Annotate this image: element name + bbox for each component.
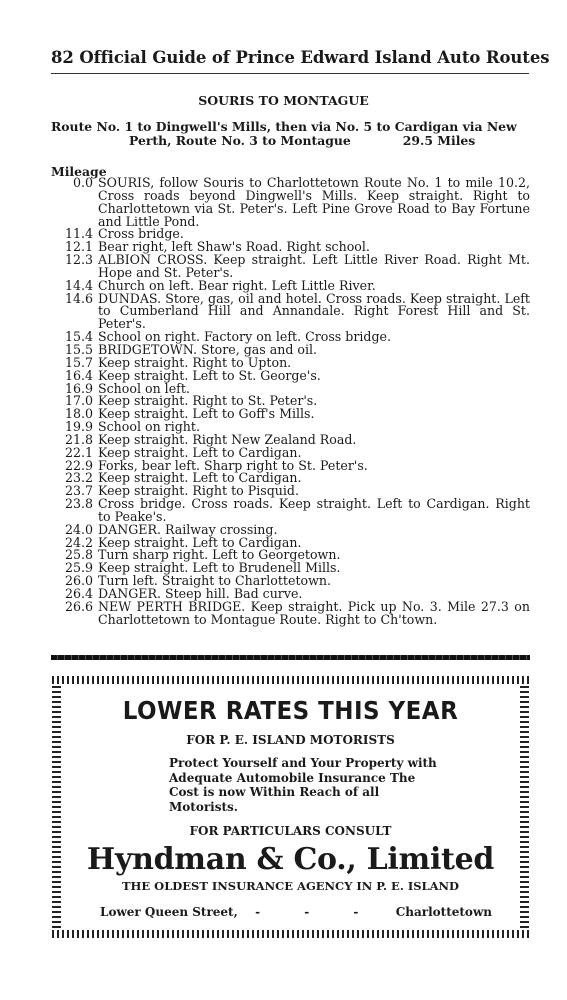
mileage-value: 15.7: [64, 354, 93, 370]
ad-address: [100, 905, 492, 919]
mileage-value: 25.9: [64, 560, 93, 576]
mileage-value: 21.8: [64, 431, 93, 447]
route-direction: Keep straight. Right to Upton.: [98, 354, 292, 370]
mileage-value: 23.8: [64, 496, 93, 512]
mileage-entry: [51, 290, 530, 332]
mileage-value: 0.0: [72, 175, 93, 190]
route-direction: ALBION CROSS. Keep straight. Left Little River Road. Right Mt. Hope and St. Peter's.: [98, 252, 530, 280]
route-direction: Forks, bear left. Sharp right to St. Peter's.: [98, 457, 368, 473]
route-direction: Keep straight. Right to St. Peter's.: [98, 393, 318, 409]
route-distance: 29.5 Miles: [402, 133, 476, 148]
mileage-value: 26.4: [64, 586, 93, 601]
mileage-value: 15.5: [64, 341, 93, 357]
mileage-value: 26.6: [64, 598, 93, 614]
route-direction: DANGER. Railway crossing.: [98, 521, 278, 537]
route-direction: School on right.: [98, 419, 200, 435]
mileage-value: 14.4: [64, 277, 93, 293]
mileage-value: 18.0: [64, 406, 93, 422]
mileage-value: 24.0: [64, 521, 93, 537]
route-direction: DANGER. Steep hill. Bad curve.: [98, 586, 303, 601]
mileage-entry: [51, 254, 530, 280]
mileage-value: 22.9: [64, 457, 93, 473]
route-line-1: Route No. 1 to Dingwell's Mills, then via No. 5 to Cardigan via New: [51, 119, 517, 134]
section-title: SOURIS TO MONTAGUE: [198, 93, 369, 108]
route-direction: NEW PERTH BRIDGE. Keep straight. Pick up No. 3. Mile 27.3 on Charlottetown to Montague Route. Right to Ch'town.: [98, 598, 530, 627]
route-direction: Church on left. Bear right. Left Little River.: [98, 277, 376, 293]
route-line-2: [51, 134, 530, 148]
ad-dashes: - - -: [255, 905, 379, 919]
route-line-2-text: Perth, Route No. 3 to Montague: [129, 133, 351, 148]
ad-subheadline: FOR P. E. ISLAND MOTORISTS: [186, 733, 395, 747]
mileage-entry: [51, 498, 530, 524]
route-direction: Turn sharp right. Left to Georgetown.: [98, 547, 341, 563]
ad-company-name: Hyndman & Co., Limited: [86, 842, 495, 877]
mileage-value: 14.6: [64, 290, 93, 306]
route-direction: Bear right, left Shaw's Road. Right school.: [98, 239, 370, 255]
route-direction: School on left.: [98, 380, 190, 396]
mileage-value: 12.3: [64, 252, 93, 268]
route-direction: DUNDAS. Store, gas, oil and hotel. Cross roads. Keep straight. Left to Cumberland Hill and Annandale. Right Forest Hill and St. Peter's.: [98, 290, 530, 332]
route-description: [51, 120, 530, 148]
ad-consult-line: FOR PARTICULARS CONSULT: [189, 824, 392, 838]
mileage-value: 15.4: [64, 329, 93, 345]
route-direction: Turn left. Straight to Charlottetown.: [98, 573, 331, 589]
route-direction: Keep straight. Left to Goff's Mills.: [98, 406, 315, 422]
route-direction: Keep straight. Left to Cardigan.: [98, 534, 302, 550]
mileage-entry: [51, 177, 530, 228]
ad-border-bottom: [52, 930, 529, 938]
mileage-value: 16.4: [64, 367, 93, 383]
mileage-value: 23.2: [64, 470, 93, 486]
mileage-label: Mileage: [51, 164, 107, 179]
mileage-value: 25.8: [64, 547, 93, 563]
insurance-advertisement: [52, 676, 529, 938]
mileage-value: 16.9: [64, 380, 93, 396]
mileage-list: [51, 177, 530, 627]
ad-city: Charlottetown: [395, 905, 492, 919]
mileage-value: 26.0: [64, 573, 93, 589]
mileage-value: 17.0: [64, 393, 93, 409]
mileage-value: 23.7: [64, 483, 93, 499]
route-direction: Keep straight. Left to Cardigan.: [98, 444, 302, 460]
ad-body-text: Protect Yourself and Your Property with Adequate Automobile Insurance The Cost is now Within Reach of all Motorists.: [169, 756, 437, 814]
mileage-value: 22.1: [64, 444, 93, 460]
ad-border-top: [52, 676, 529, 684]
mileage-value: 12.1: [64, 239, 93, 255]
route-direction: Keep straight. Right New Zealand Road.: [98, 431, 357, 447]
route-direction: SOURIS, follow Souris to Charlottetown Route No. 1 to mile 10.2, Cross roads beyond Dingwell's Mills. Keep straight. Right to Charlottetown via St. Peter's. Left Pine Grove Road to Bay Fortune and Little Pond.: [98, 175, 530, 229]
route-direction: School on right. Factory on left. Cross bridge.: [98, 329, 391, 345]
route-direction: Keep straight. Right to Pisquid.: [98, 483, 299, 499]
route-direction: Keep straight. Left to Cardigan.: [98, 470, 302, 486]
route-direction: Cross bridge.: [98, 226, 184, 242]
ad-street: Lower Queen Street,: [100, 905, 238, 919]
page-header: 82 Official Guide of Prince Edward Island Auto Routes: [51, 48, 550, 67]
section-divider: [51, 655, 530, 660]
ad-tagline: THE OLDEST INSURANCE AGENCY IN P. E. ISLAND: [121, 879, 460, 893]
mileage-value: 11.4: [64, 226, 93, 242]
mileage-value: 19.9: [64, 419, 93, 435]
route-direction: Keep straight. Left to Brudenell Mills.: [98, 560, 341, 576]
mileage-value: 24.2: [64, 534, 93, 550]
route-direction: Keep straight. Left to St. George's.: [98, 367, 321, 383]
mileage-entry: [51, 598, 530, 627]
header-rule: [51, 73, 529, 74]
ad-headline: LOWER RATES THIS YEAR: [122, 696, 459, 725]
route-direction: BRIDGETOWN. Store, gas and oil.: [98, 341, 318, 357]
route-direction: Cross bridge. Cross roads. Keep straight. Left to Cardigan. Right to Peake's.: [98, 496, 530, 524]
